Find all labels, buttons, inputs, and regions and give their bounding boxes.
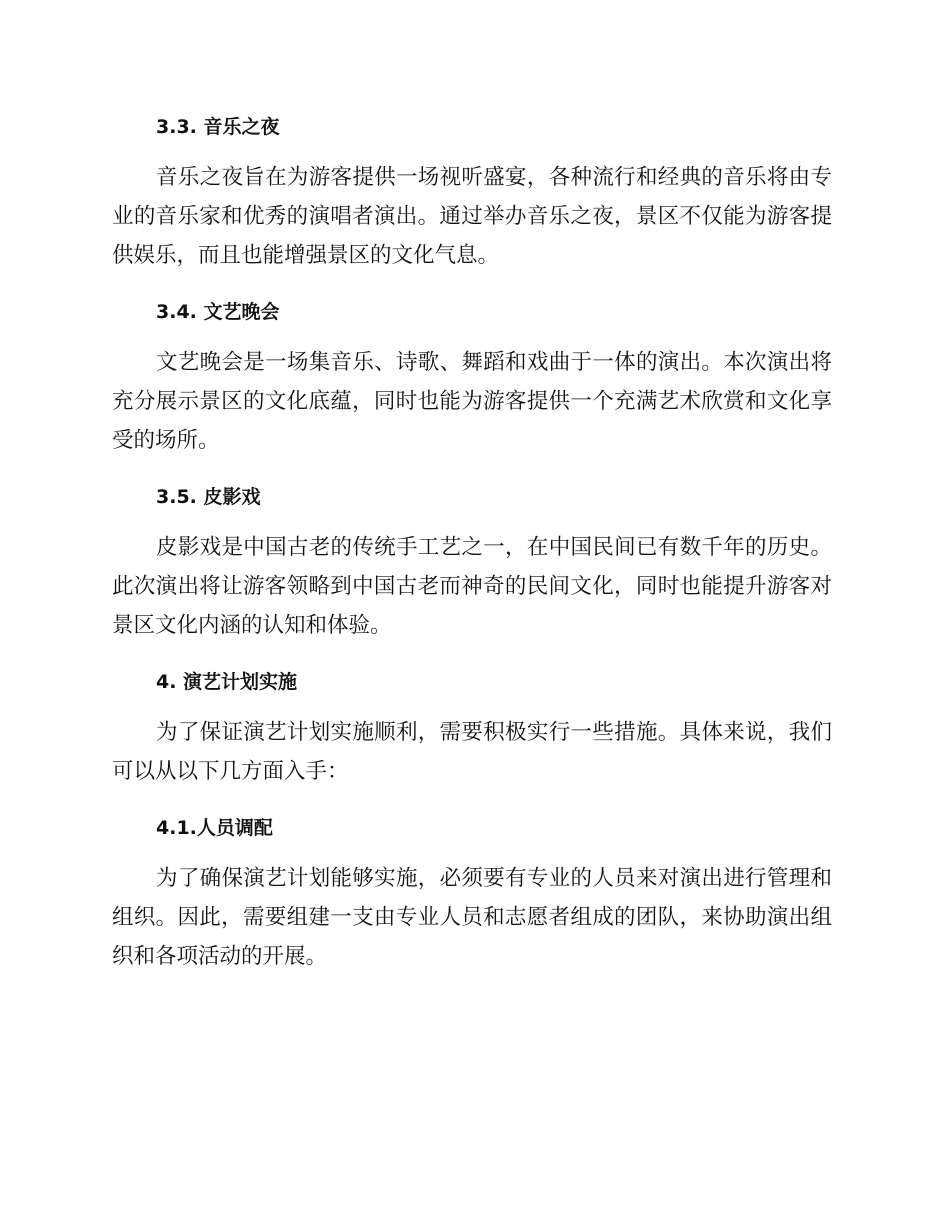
section-paragraph-3-4: 文艺晚会是一场集音乐、诗歌、舞蹈和戏曲于一体的演出。本次演出将充分展示景区的文化底蕴，同时也能为游客提供一个充满艺术欣赏和文化享受的场所。 [112, 350, 832, 453]
section-paragraph-3-3: 音乐之夜旨在为游客提供一场视听盛宴，各种流行和经典的音乐将由专业的音乐家和优秀的演唱者演出。通过举办音乐之夜，景区不仅能为游客提供娱乐，而且也能增强景区的文化气息。 [112, 165, 832, 268]
section-paragraph-3-5: 皮影戏是中国古老的传统手工艺之一，在中国民间已有数千年的历史。此次演出将让游客领略到中国古老而神奇的民间文化，同时也能提升游客对景区文化内涵的认知和体验。 [112, 535, 832, 638]
section-heading-3-3: 3.3. 音乐之夜 [156, 116, 280, 138]
section-paragraph-4: 为了保证演艺计划实施顺利，需要积极实行一些措施。具体来说，我们可以从以下几方面入手： [112, 720, 832, 784]
section-heading-4-1: 4.1.人员调配 [156, 817, 273, 839]
document-content [112, 108, 832, 976]
section-paragraph-4-1: 为了确保演艺计划能够实施，必须要有专业的人员来对演出进行管理和组织。因此，需要组建一支由专业人员和志愿者组成的团队，来协助演出组织和各项活动的开展。 [112, 866, 832, 969]
section-heading-3-4: 3.4. 文艺晚会 [156, 301, 280, 323]
section-heading-4: 4. 演艺计划实施 [156, 671, 298, 693]
section-heading-3-5: 3.5. 皮影戏 [156, 486, 261, 508]
